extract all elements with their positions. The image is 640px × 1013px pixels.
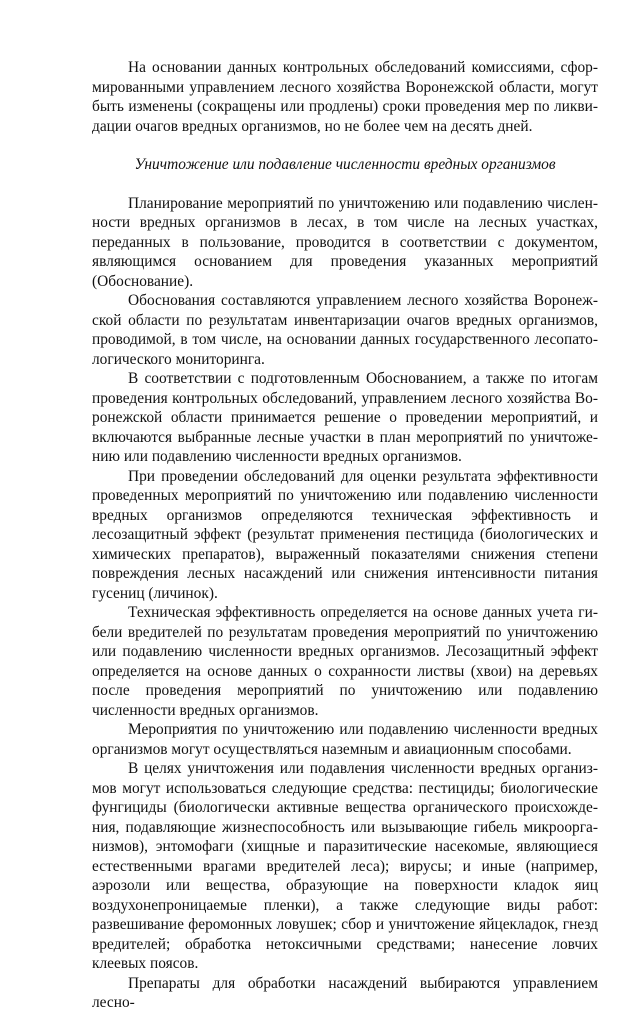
section-title: Уничтожение или подавление численности вредных организмов — [134, 156, 556, 173]
paragraph-means: В целях уничтожения или подавления численности вредных организмов могут использоваться следующие средства: пестициды; биологические фунгициды (биологически активные вещества органического происхождения, подавляющие жизнеспособность или вызывающие гибель микрооргaнизмов), энтомофаги (хищные и паразитические насекомые, являющиеся естественными врагами вредителей леса); вирусы; и иные (например, аэрозоли или вещества, образующие на поверхности кладок яиц воздухонепроницаемые пленки), а также следующие виды работ: развешивание феромонных ловушек; сбор и уничтожение яйцекладок, гнезд вредителей; обработка нетоксичными средствами; нанесение ловчих клеевых поясов. — [92, 760, 598, 972]
document-page — [92, 58, 598, 1013]
paragraph-decision: В соответствии с подготовленным Обоснованием, а также по итогам проведения контрольных обследований, управлением лесного хозяйства Воронежской области принимается решение о проведении мероприятий, и включаются выбранные лесные участки в план мероприятий по уничтожению или подавлению численности вредных организмов. — [92, 370, 598, 465]
paragraph-justification: Обоснования составляются управлением лесного хозяйства Воронежской области по результатам инвентаризации очагов вредных организмов, проводимой, в том числе, на основании данных государственного лесопатологического мониторинга. — [92, 292, 598, 368]
paragraph-preparations: Препараты для обработки насаждений выбираются управлением лесно- — [92, 974, 598, 1011]
intro-paragraph: На основании данных контрольных обследований комиссиями, сформированными управлением лесного хозяйства Воронежской области, могут быть изменены (сокращены или продлены) сроки проведения мер по ликвидации очагов вредных организмов, но не более чем на десять дней. — [92, 59, 598, 135]
paragraph-methods: Мероприятия по уничтожению или подавлению численности вредных организмов могут осуществляться наземным и авиационным способами. — [92, 721, 598, 758]
paragraph-technical-efficiency: Техническая эффективность определяется на основе данных учета гибели вредителей по результатам проведения мероприятий по уничтожению или подавлению численности вредных организмов. Лесозащитный эффект определяется на основе данных о сохранности листвы (хвои) на деревьях после проведения мероприятий по уничтожению или подавлению численности вредных организмов. — [92, 604, 598, 719]
paragraph-planning: Планирование мероприятий по уничтожению или подавлению численности вредных организмов в лесах, в том числе на лесных участках, переданных в пользование, проводится в соответствии с документом, являющимся основанием для проведения указанных мероприятий (Обоснование). — [92, 194, 598, 290]
paragraph-evaluation: При проведении обследований для оценки результата эффективности проведенных мероприятий по уничтожению или подавлению численности вредных организмов определяются техническая эффективность и лесозащитный эффект (результат применения пестицида (биологических и химических препаратов), выраженный показателями снижения степени повреждения лесных насаждений или снижения интенсивности питания гусениц (личинок). — [92, 467, 598, 602]
